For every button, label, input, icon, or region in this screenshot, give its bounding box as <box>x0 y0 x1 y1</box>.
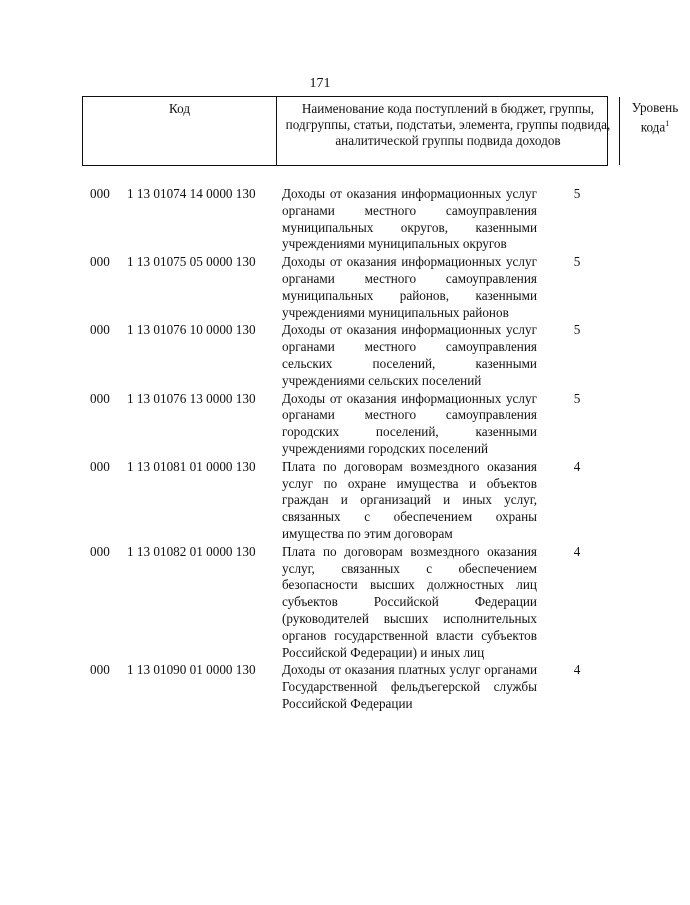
row-code-level: 5 <box>573 322 581 338</box>
row-income-code: 1 13 01074 14 0000 130 <box>127 186 256 201</box>
table-row <box>82 544 608 662</box>
row-income-code: 1 13 01076 10 0000 130 <box>127 322 256 338</box>
row-admin-code: 000 <box>90 662 110 678</box>
row-code-level: 4 <box>573 543 581 559</box>
row-code-level: 5 <box>573 390 581 406</box>
row-code-level: 5 <box>573 186 581 201</box>
table-row <box>82 459 608 543</box>
table-row <box>82 254 608 321</box>
row-income-code: 1 13 01075 05 0000 130 <box>127 254 256 270</box>
row-code-level: 5 <box>573 254 581 270</box>
table-row <box>82 322 608 389</box>
header-code: Код <box>168 101 191 116</box>
header-name: Наименование кода поступлений в бюджет, группы, подгруппы, статьи, подстатьи, элемента, группы подвида, аналитической группы подвида доходов <box>276 97 620 165</box>
row-income-code: 1 13 01076 13 0000 130 <box>127 390 256 406</box>
row-income-name: Доходы от оказания информационных услуг органами местного самоуправления муниципальных районов, казенными учреждениями муниципальных районов <box>282 254 537 320</box>
row-income-name: Доходы от оказания информационных услуг органами местного самоуправления муниципальных округов, казенными учреждениями муниципальных округов <box>282 186 537 252</box>
row-income-name: Доходы от оказания информационных услуг органами местного самоуправления городских поселений, казенными учреждениями городских поселений <box>282 390 537 456</box>
page-number: 171 <box>309 76 331 91</box>
row-code-level: 4 <box>573 458 581 474</box>
table-row <box>82 662 608 712</box>
table-row <box>82 186 608 253</box>
header-level-footnote: 1 <box>665 119 670 128</box>
table-body <box>82 186 608 714</box>
row-income-name: Плата по договорам возмездного оказания услуг, связанных с обеспечением безопасности высших должностных лиц субъектов Российской Федерации (руководителей высших исполнительных органов государственной власти субъектов Российской Федерации) и иных лиц <box>282 543 537 660</box>
row-income-code: 1 13 01090 01 0000 130 <box>127 662 256 678</box>
row-income-code: 1 13 01082 01 0000 130 <box>127 543 256 559</box>
header-level <box>620 97 690 165</box>
row-admin-code: 000 <box>90 254 110 270</box>
header-level-text: Уровень кода <box>631 100 679 135</box>
row-code-level: 4 <box>573 662 581 678</box>
row-income-name: Плата по договорам возмездного оказания услуг по охране имущества и объектов граждан и организаций и иных услуг, связанных с обеспечением охраны имущества по этим договорам <box>282 458 537 541</box>
table-row <box>82 391 608 458</box>
row-admin-code: 000 <box>90 390 110 406</box>
table-header <box>82 96 679 166</box>
row-income-name: Доходы от оказания платных услуг органами Государственной фельдъегерской службы Российской Федерации <box>282 662 537 711</box>
row-income-code: 1 13 01081 01 0000 130 <box>127 458 256 474</box>
row-admin-code: 000 <box>90 458 110 474</box>
row-admin-code: 000 <box>90 186 110 201</box>
row-admin-code: 000 <box>90 322 110 338</box>
row-admin-code: 000 <box>90 543 110 559</box>
row-income-name: Доходы от оказания информационных услуг органами местного самоуправления сельских поселений, казенными учреждениями сельских поселений <box>282 322 537 388</box>
